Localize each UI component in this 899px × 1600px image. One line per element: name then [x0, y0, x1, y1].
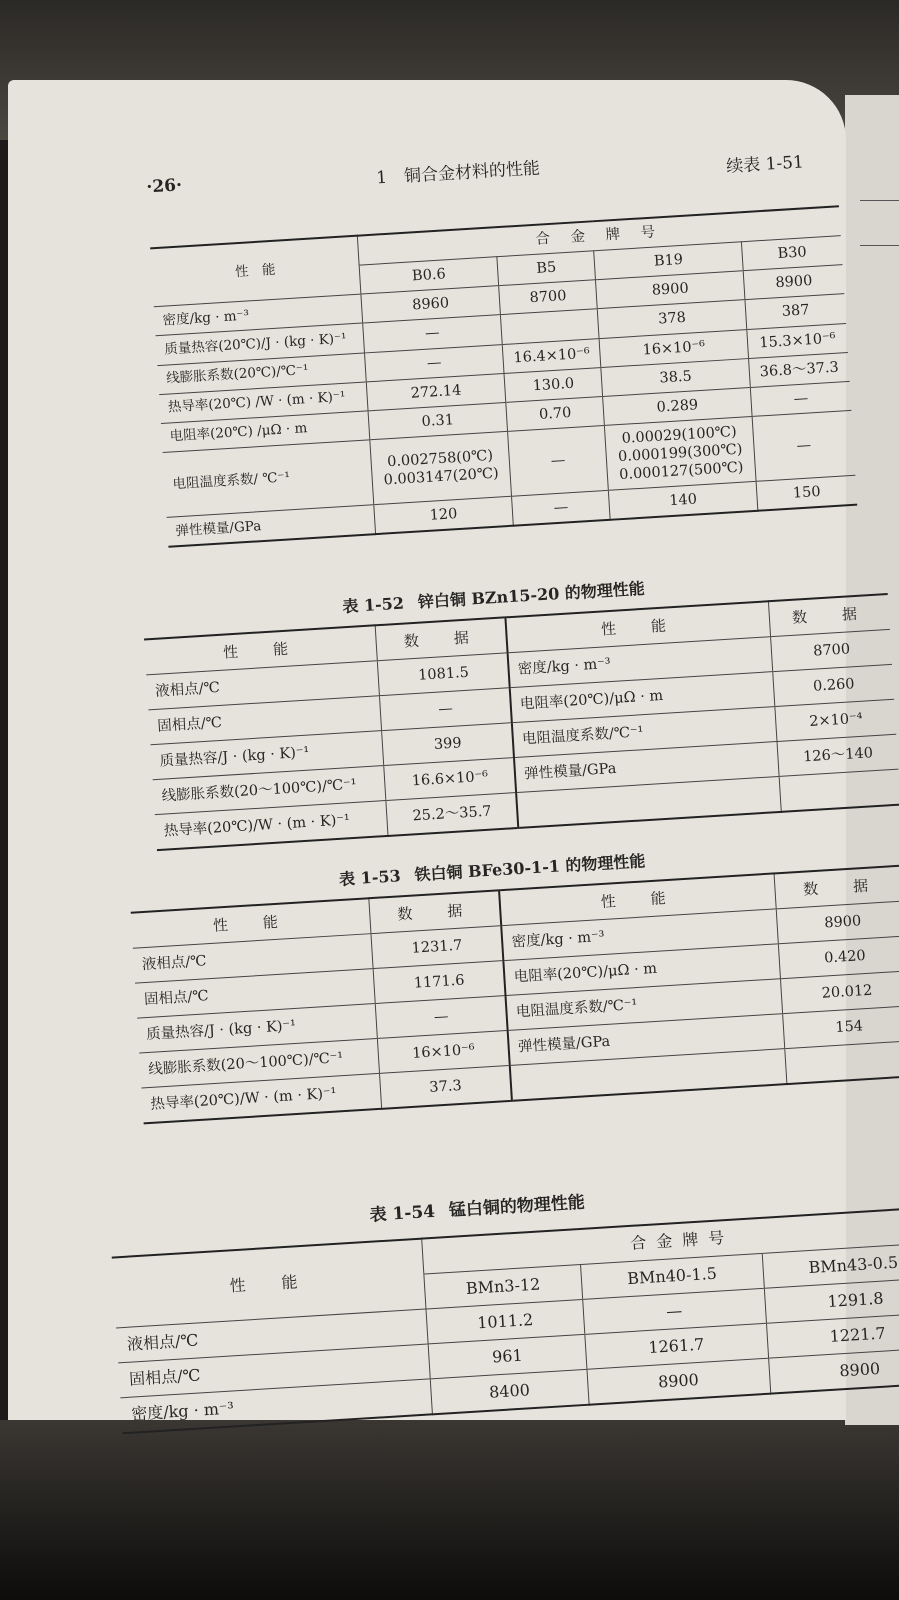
alloy-name: BMn40-1.5	[580, 1253, 764, 1299]
running-title: 1 铜合金材料的性能	[375, 158, 541, 189]
row-label: 密度/kg · m⁻³	[502, 909, 779, 961]
cell-value: 16.6×10⁻⁶	[384, 758, 516, 801]
cell-value: —	[582, 1288, 766, 1334]
cell-value: 8400	[430, 1369, 589, 1414]
row-label: 线膨胀系数(20～100℃)/℃⁻¹	[153, 766, 386, 815]
row-label: 质量热容/J · (kg · K)⁻¹	[151, 731, 384, 780]
row-label: 密度/kg · m⁻³	[120, 1379, 432, 1433]
table-1-54-title	[369, 1187, 600, 1226]
header-property: 性 能	[131, 898, 371, 948]
table-1-53	[131, 864, 899, 1124]
row-label: 液相点/℃	[116, 1309, 428, 1363]
cell-value: 8900	[768, 1347, 899, 1393]
cell-value: 16×10⁻⁶	[377, 1030, 510, 1073]
row-label: 电阻率(20℃) /μΩ · m	[161, 411, 370, 453]
row-label: 电阻温度系数/℃⁻¹	[512, 707, 777, 758]
cell-value: 0.289	[603, 387, 752, 425]
cell-value: 399	[382, 723, 514, 766]
cell-value: 36.8～37.3	[748, 352, 849, 387]
cell-value: —	[752, 410, 856, 481]
cell-value: 8900	[596, 271, 745, 309]
cell-value: —	[380, 688, 512, 731]
table-number: 表 1-54	[369, 1201, 436, 1226]
cell-value: 0.70	[506, 396, 605, 431]
cell-value: 1011.2	[426, 1299, 585, 1344]
cell-value: 1291.8	[764, 1277, 899, 1323]
row-label: 热导率(20℃)/W · (m · K)⁻¹	[141, 1073, 381, 1123]
cell-value: 1221.7	[766, 1312, 899, 1358]
cell-value: —	[363, 315, 502, 352]
alloy-name: B19	[594, 242, 743, 280]
row-label: 电阻温度系数/℃⁻¹	[506, 979, 783, 1031]
row-label: 电阻率(20℃)/μΩ · m	[504, 944, 781, 996]
header-property: 性 能	[144, 625, 378, 675]
header-value: 数 据	[369, 890, 502, 933]
cell-value: 25.2～35.7	[386, 793, 518, 836]
header-value: 数 据	[774, 865, 899, 908]
row-label: 质量热容(20℃)/J · (kg · K)⁻¹	[156, 323, 365, 365]
alloy-name: BMn43-0.5	[762, 1242, 899, 1288]
property-header: 性 能	[150, 236, 361, 307]
cell-value: 272.14	[366, 373, 505, 410]
cell-value: 8960	[361, 286, 500, 323]
adjacent-page-rule	[860, 200, 899, 201]
page-number: ·26·	[145, 175, 183, 198]
cell-value: 8700	[499, 280, 598, 315]
cell-value: 8900	[743, 265, 844, 300]
cell-value: 2×10⁻⁴	[775, 699, 896, 741]
row-label: 热导率(20℃)/W · (m · K)⁻¹	[155, 800, 389, 850]
cell-value: —	[750, 381, 851, 416]
cell-value: 150	[756, 475, 857, 511]
cell-value: 130.0	[504, 367, 603, 402]
property-header: 性 能	[229, 1271, 309, 1295]
cell-value: 8700	[771, 629, 892, 671]
cell-value: 378	[598, 300, 747, 338]
row-label: 固相点/℃	[135, 969, 375, 1018]
row-label: 质量热容/J · (kg · K)⁻¹	[137, 1004, 377, 1053]
row-label: 电阻温度系数/ ℃⁻¹	[163, 440, 374, 518]
cell-value: 387	[745, 294, 846, 329]
alloy-group-header: 合 金 牌 号	[535, 224, 664, 248]
cell-value: 1231.7	[371, 926, 504, 969]
table-1-52	[144, 593, 899, 851]
cell-value: —	[511, 491, 610, 527]
row-label: 液相点/℃	[146, 661, 379, 710]
row-label: 电阻率(20℃)/μΩ · m	[510, 672, 775, 723]
cell-value: 16×10⁻⁶	[599, 329, 748, 367]
cell-value: 0.420	[779, 936, 899, 979]
row-label: 线膨胀系数(20～100℃)/℃⁻¹	[139, 1038, 379, 1087]
alloy-name: B0.6	[359, 257, 498, 294]
row-label: 热导率(20℃) /W · (m · K)⁻¹	[159, 382, 368, 424]
table-number: 表 1-53	[338, 866, 402, 889]
row-label: 密度/kg · m⁻³	[508, 637, 773, 688]
table-1-51	[150, 205, 857, 548]
cell-value: 0.31	[368, 402, 507, 439]
cell-value	[779, 769, 899, 812]
table-number: 表 1-52	[341, 593, 405, 617]
cell-value: 126～140	[777, 734, 898, 776]
cell-value: 120	[374, 497, 513, 535]
cell-value: 8900	[587, 1358, 771, 1405]
row-label: 弹性模量/GPa	[508, 1014, 785, 1066]
cell-value: 0.260	[773, 664, 894, 706]
cell-value: 1081.5	[378, 653, 510, 696]
page-content	[20, 34, 899, 1424]
alloy-name: BMn3-12	[424, 1264, 583, 1309]
cell-value: 38.5	[601, 358, 750, 396]
alloy-name: B30	[741, 236, 842, 271]
cell-value: 1261.7	[585, 1323, 769, 1369]
cell-value	[785, 1041, 899, 1084]
row-label: 密度/kg · m⁻³	[154, 294, 363, 336]
table-caption: 锌白铜 BZn15-20 的物理性能	[417, 578, 646, 612]
table-caption: 锰白铜的物理性能	[448, 1192, 586, 1221]
cell-value: —	[375, 996, 508, 1039]
cell-value: 15.3×10⁻⁶	[747, 323, 848, 358]
row-label: 固相点/℃	[148, 696, 381, 745]
header-property: 性 能	[500, 873, 777, 925]
adjacent-page-rule	[860, 245, 899, 246]
continued-table-label: 续表 1-51	[725, 152, 805, 178]
cell-value: 0.00029(100℃) 0.000199(300℃) 0.000127(500℃)	[605, 416, 756, 490]
row-label: 弹性模量/GPa	[514, 741, 779, 792]
header-value: 数 据	[769, 594, 890, 637]
header-value: 数 据	[375, 617, 507, 660]
alloy-name: B5	[497, 251, 596, 286]
cell-value: 16.4×10⁻⁶	[502, 338, 601, 373]
cell-value: 154	[783, 1006, 899, 1049]
cell-value: 0.002758(0℃) 0.003147(20℃)	[370, 431, 512, 505]
row-label: 液相点/℃	[133, 934, 373, 983]
cell-value: 1171.6	[373, 961, 506, 1004]
row-label: 弹性模量/GPa	[167, 505, 376, 547]
header-property: 性 能	[506, 601, 771, 653]
cell-value: —	[365, 344, 504, 381]
background-desk-bottom	[0, 1420, 899, 1600]
alloy-group-header: 合金牌号	[422, 1207, 899, 1274]
cell-value: —	[507, 425, 608, 496]
table-caption: 铁白铜 BFe30-1-1 的物理性能	[414, 851, 646, 885]
row-label: 固相点/℃	[118, 1344, 430, 1398]
cell-value: 140	[609, 482, 758, 521]
cell-value: 20.012	[781, 971, 899, 1014]
row-label: 线膨胀系数(20℃)/℃⁻¹	[157, 352, 366, 394]
cell-value: 37.3	[379, 1065, 512, 1108]
cell-value: 8900	[776, 901, 899, 944]
cell-value: 961	[428, 1334, 587, 1379]
